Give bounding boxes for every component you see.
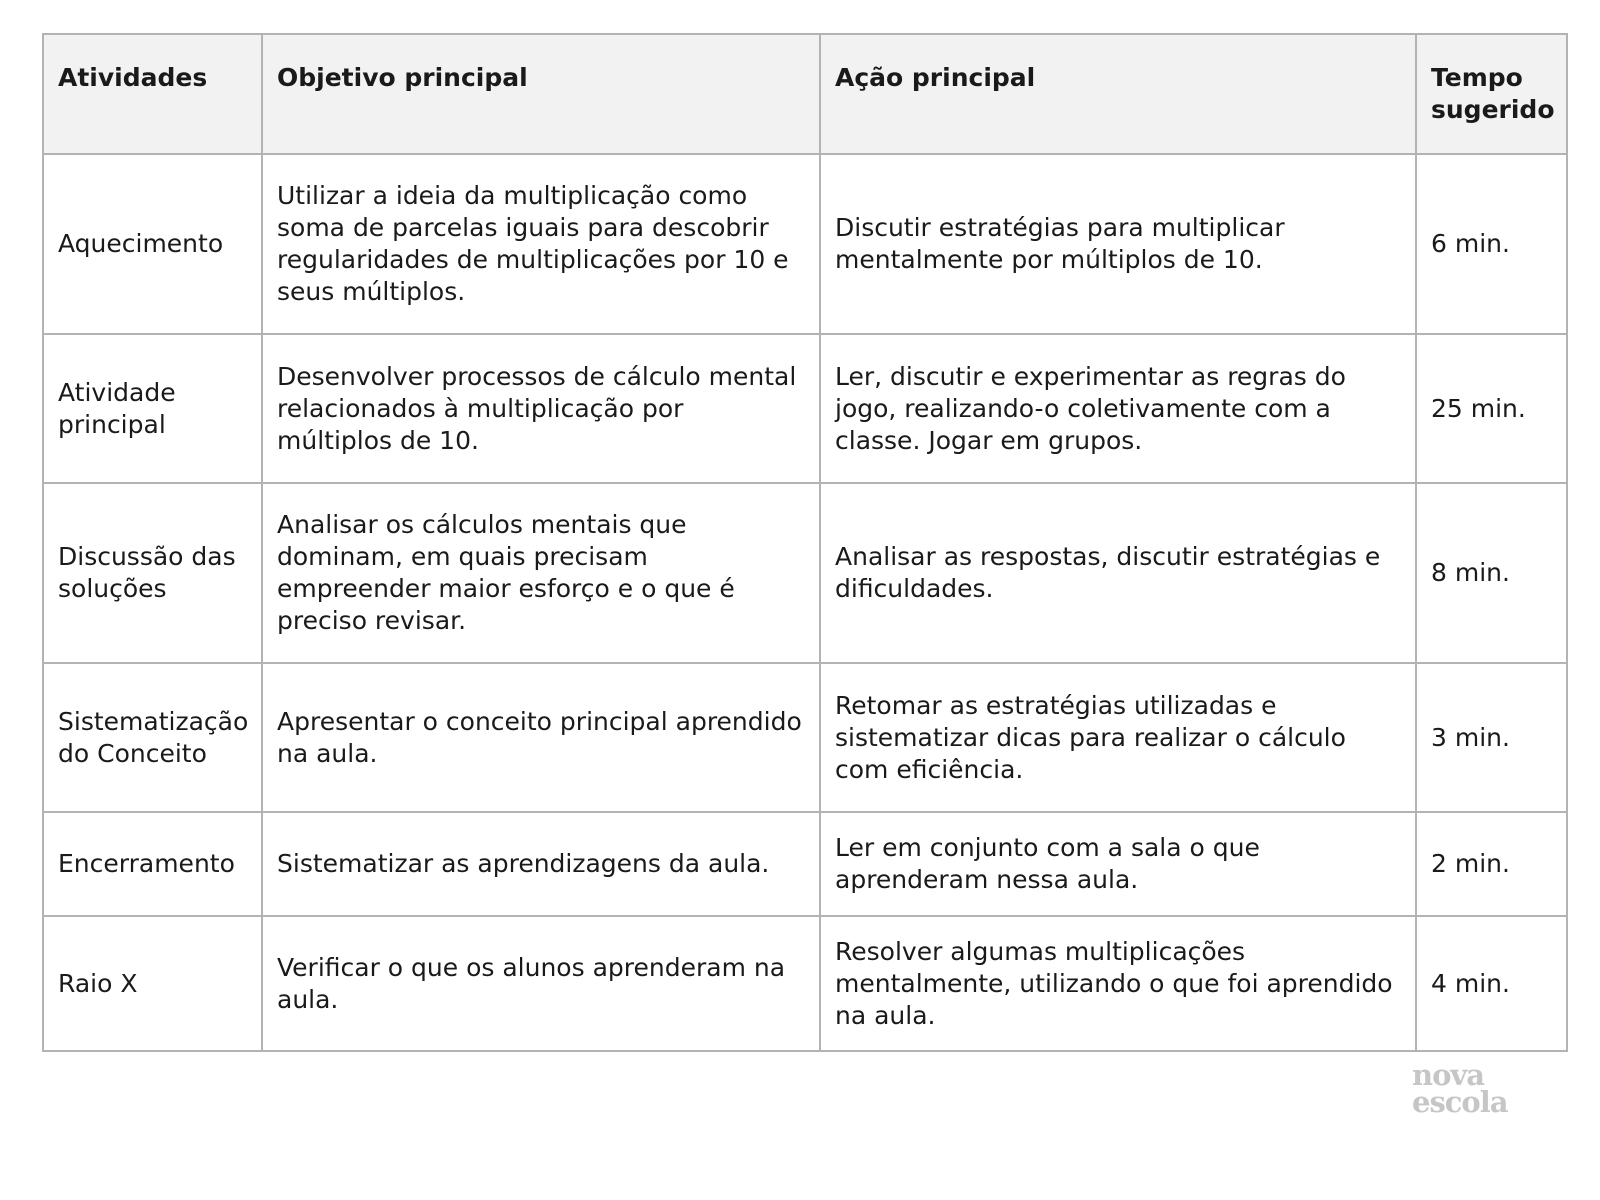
table-row (43, 154, 1567, 334)
cell-tempo: 4 min. (1416, 916, 1567, 1051)
table-row (43, 916, 1567, 1051)
cell-acao: Analisar as respostas, discutir estratégias e dificuldades. (820, 483, 1416, 663)
table-row (43, 483, 1567, 663)
nova-escola-watermark-logo (1412, 1058, 1542, 1128)
cell-tempo: 8 min. (1416, 483, 1567, 663)
cell-tempo: 2 min. (1416, 812, 1567, 916)
table-row (43, 812, 1567, 916)
watermark-line-1: nova (1412, 1058, 1485, 1092)
cell-acao: Resolver algumas multiplicações mentalmente, utilizando o que foi aprendido na aula. (820, 916, 1416, 1051)
table-row (43, 334, 1567, 483)
watermark-line-2: escola (1412, 1085, 1508, 1119)
table-header-row (43, 34, 1567, 154)
cell-objetivo: Desenvolver processos de cálculo mental relacionados à multiplicação por múltiplos de 10. (262, 334, 820, 483)
cell-objetivo: Verificar o que os alunos aprenderam na aula. (262, 916, 820, 1051)
cell-objetivo: Analisar os cálculos mentais que dominam, em quais precisam empreender maior esforço e o que é preciso revisar. (262, 483, 820, 663)
cell-tempo: 3 min. (1416, 663, 1567, 812)
header-objetivo-principal: Objetivo principal (262, 34, 820, 154)
lesson-plan-table (42, 33, 1568, 1052)
header-tempo-sugerido: Tempo sugerido (1416, 34, 1567, 154)
cell-tempo: 25 min. (1416, 334, 1567, 483)
cell-objetivo: Utilizar a ideia da multiplicação como soma de parcelas iguais para descobrir regularidades de multiplicações por 10 e seus múltiplos. (262, 154, 820, 334)
cell-tempo: 6 min. (1416, 154, 1567, 334)
cell-acao: Discutir estratégias para multiplicar mentalmente por múltiplos de 10. (820, 154, 1416, 334)
cell-acao: Ler, discutir e experimentar as regras do jogo, realizando-o coletivamente com a classe. Jogar em grupos. (820, 334, 1416, 483)
header-atividades: Atividades (43, 34, 262, 154)
cell-atividade: Aquecimento (43, 154, 262, 334)
cell-atividade: Atividade principal (43, 334, 262, 483)
table-row (43, 663, 1567, 812)
cell-atividade: Discussão das soluções (43, 483, 262, 663)
cell-acao: Ler em conjunto com a sala o que aprenderam nessa aula. (820, 812, 1416, 916)
cell-atividade: Raio X (43, 916, 262, 1051)
cell-atividade: Encerramento (43, 812, 262, 916)
cell-acao: Retomar as estratégias utilizadas e sistematizar dicas para realizar o cálculo com eficiência. (820, 663, 1416, 812)
header-acao-principal: Ação principal (820, 34, 1416, 154)
cell-objetivo: Apresentar o conceito principal aprendido na aula. (262, 663, 820, 812)
cell-objetivo: Sistematizar as aprendizagens da aula. (262, 812, 820, 916)
cell-atividade: Sistematização do Conceito (43, 663, 262, 812)
